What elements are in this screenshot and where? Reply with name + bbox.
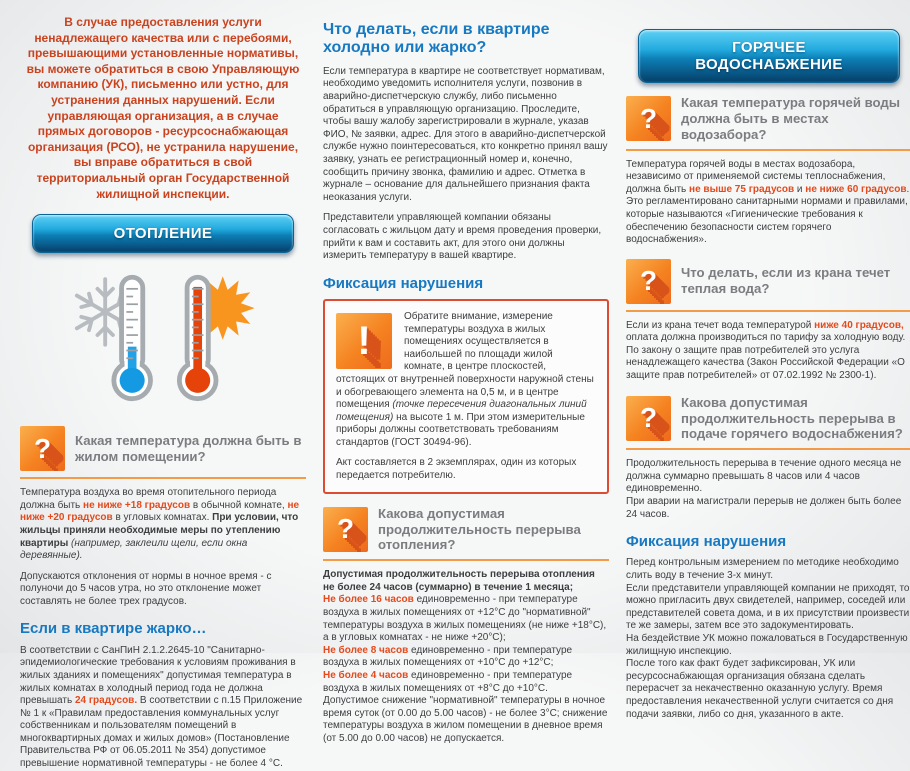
question-icon: ? xyxy=(20,426,65,471)
question-title: Какова допустимая продолжительность перерыва в подаче горячего водоснабжения? xyxy=(681,394,903,442)
question-water-break xyxy=(626,395,910,451)
cold-thermometer-icon xyxy=(114,277,151,398)
question-title: Какая температура должна быть в жилом помещении? xyxy=(75,432,302,464)
cold-or-hot-heading: Что делать, если в квартире холодно или жарко? xyxy=(323,21,550,57)
question-title: Какова допустимая продолжительность перерыва отопления? xyxy=(378,505,581,553)
cold-or-hot-text: Если температура в квартире не соответствует нормативам, необходимо уведомить исполнителя услуги, позвонив в аварийно-диспетчерскую службу, либо письменно обратиться в управляющую организацию. Проследите, чтобы вашу жалобу зарегистрировали в журнале, указав ФИО, № заявки, адрес. Для этого в аварийно-диспетчерской службе нужно поинтересоваться, кто конкретно принял вашу заявку, узнать ее регистрационный номер и, конечно, сообщить причину звонка, фамилию и адрес. Отметка в журнале – основание для дальнейшего признания факта неоказания услуги. Представители управляющей компании обязаны согласовать с жильцом дату и время проведения проверки, прийти к вам и составить акт, для этого они должны измерить температуру в вашей квартире. xyxy=(323,65,608,262)
fixation-text: Перед контрольным измерением по методике необходимо слить воду в течение 3-х минут. Если представители управляющей компании не приходят, то можно пригласить двух свидетелей, например, соседей или представителей совета дома, и в их присутствии произвести те же замеры, затем все это задокументировать. На бездействие УК можно пожаловаться в Государственную жилищную инспекцию. После того как факт будет зафиксирован, УК или ресурсоснабжающая организация обязана сделать перерасчет за некачественно оказанную услугу. Время предоставления некачественной услуги считается со дня подачи заявки, либо со дня, указанного в акте. xyxy=(626,557,910,720)
hot-water-banner: ГОРЯЧЕЕ ВОДОСНАБЖЕНИЕ xyxy=(638,29,900,83)
question-warm-water xyxy=(626,259,910,312)
legal-intro-text: В случае предоставления услуги ненадлежащего качества или с перебоями, превышающими установленные нормативы, вы можете обратиться в свою Управляющую компанию (УК), письменно или устно, для устранения данных нарушений. Если управляющая организация, а в случае прямых договоров - ресурсоснабжающая организация (РСО), не устранила нарушение, вы вправе обратиться в свой территориальный орган Государственной жилищной инспекции. xyxy=(26,15,300,201)
question-title: Что делать, если из крана течет теплая вода? xyxy=(681,265,891,297)
hot-thermometer-icon xyxy=(179,277,216,398)
warning-icon: ! xyxy=(336,313,392,369)
question-heating-break xyxy=(323,506,609,562)
fixation-heading: Фиксация нарушения xyxy=(323,274,484,292)
question-icon: ? xyxy=(626,96,671,141)
question-title: Какая температура горячей воды должна быть в местах водозабора? xyxy=(681,95,901,142)
attention-text: Обратите внимание, измерение температуры воздуха в жилых помещениях осуществляется в наибольшей по площади жилой комнате, в центре плоскостей, отстоящих от внутренней поверхности наружной стены и обогревающего элемента на 0,5 м, и в центре помещения (точке пересечения диагональных линий помещения) на высоте 1 м. При этом измерительные приборы должны соответствовать требованиям стандартов (ГОСТ 30494-96). Акт составляется в 2 экземплярах, один из которых передается потребителю. xyxy=(336,310,594,482)
warm-water-text: Если из крана течет вода температурой ниже 40 градусов, оплата должна производиться по тарифу за холодную воду. По закону о защите прав потребителей это услуга ненадлежащего качества (Закон Российской Федерации «О защите прав потребителей» от 07.02.1992 № 2300-1). xyxy=(626,319,906,382)
fixation-heading: Фиксация нарушения xyxy=(626,533,787,551)
water-break-text: Продолжительность перерыва в течение одного месяца не должна суммарно превышать 8 часов или 4 часов единовременно. При аварии на магистрали перерыв не должен быть более 24 часов. xyxy=(626,458,902,520)
room-temperature-text: Температура воздуха во время отопительного периода должна быть не ниже +18 градусов в обычной комнате, не ниже +20 градусов в угловых комнатах. При условии, что жильцы приняли необходимые меры по утеплению квартиры (например, заклеили щели, если окна деревянные). Допускаются отклонения от нормы в ночное время - с полуночи до 5 часов утра, но это отклонение может составлять не более трех градусов. xyxy=(20,487,300,607)
column-hot-water xyxy=(626,13,910,720)
water-temperature-text: Температура горячей воды в местах водозабора, независимо от применяемой системы теплоснабжения, должна быть не выше 75 градусов и не ниже 60 градусов. Это регламентировано санитарными нормами и правилами, которые называются «Гигиенические требования к обеспечению безопасности систем горячего водоснабжения». xyxy=(626,158,910,246)
question-water-temperature xyxy=(626,95,910,151)
question-icon: ? xyxy=(626,396,671,441)
heating-break-text: Допустимая продолжительность перерыва отопления не более 24 часов (суммарно) в течение 1 месяца; Не более 16 часов единовременно - при температуре воздуха в жилых помещениях от +12°С до "нормативной" температуры воздуха в жилых помещениях (не ниже +18°С), а в угловых комнатах - не ниже +20°С); Не более 8 часов единовременно - при температуре воздуха в жилых помещениях от +10°С до +12°С; Не более 4 часов единовременно - при температуре воздуха в жилых помещениях от +8°С до +10°С. Допустимое снижение "нормативной" температуры в ночное время суток (от 0.00 до 5.00 часов) - не более 3°С; снижение температуры воздуха в жилом помещении в дневное время (от 5.00 до 0.00 часов) не допускается. xyxy=(323,569,608,744)
attention-box xyxy=(323,299,609,494)
hot-apartment-heading: Если в квартире жарко… xyxy=(20,620,207,638)
column-what-to-do xyxy=(323,13,609,744)
question-icon: ? xyxy=(323,507,368,552)
hot-apartment-text: В соответствии с СанПиН 2.1.2.2645-10 "Санитарно-эпидемиологические требования к условиям проживания в жилых зданиях и помещениях" допустимая температура в жилых комнатах в холодный период года не должна превышать 24 градусов. В соответствии с п.15 Приложение № 1 к «Правилам предоставления коммунальных услуг собственникам и пользователям помещений в многоквартирных домах и жилых домов» (Постановление Правительства РФ от 06.05.2011 № 354) допустимое превышение нормативной температуры - не более 4 °С. xyxy=(20,644,303,770)
thermometers-illustration xyxy=(20,265,306,414)
heating-banner: ОТОПЛЕНИЕ xyxy=(32,214,294,253)
question-icon: ? xyxy=(626,259,671,304)
thermometer-cold-hot-icon xyxy=(57,265,269,409)
column-heating-intro xyxy=(20,13,306,770)
question-room-temperature xyxy=(20,426,306,479)
